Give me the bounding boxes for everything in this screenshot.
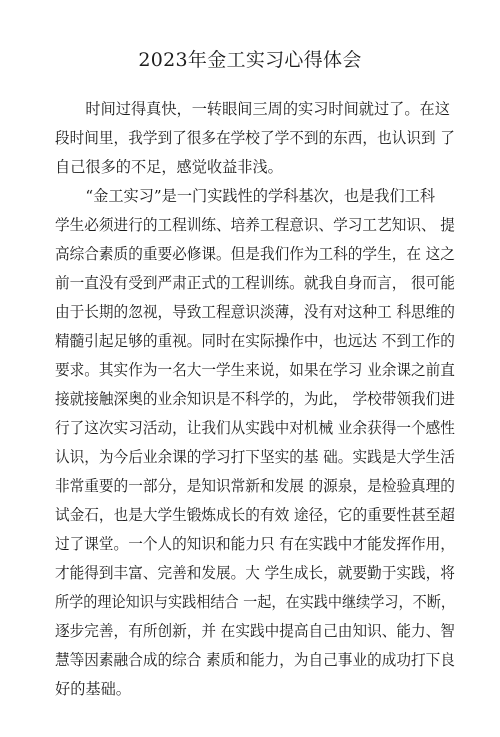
- body-line: 高综合素质的重要必修课。但是我们作为工科的学生，在 这之: [55, 245, 455, 263]
- body-line: 试金石，也是大学生锻炼成长的有效 途径，它的重要性甚至超: [55, 506, 455, 524]
- body-line: 精髓引起足够的重视。同时在实际操作中，也远达 不到工作的: [55, 332, 455, 350]
- body-line: 接就接触深奥的业余知识是不科学的，为此， 学校带领我们进: [55, 390, 455, 408]
- document-title: 2023年金工实习心得体会: [138, 49, 362, 71]
- body-line: 逐步完善，有所创新，并 在实践中提高自己由知识、能力、智: [55, 622, 455, 640]
- body-line: 自己很多的不足，感觉收益非浅。: [55, 158, 283, 176]
- body-line: 过了课堂。一个人的知识和能力只 有在实践中才能发挥作用，: [55, 535, 455, 553]
- body-line: 由于长期的忽视，导致工程意识淡薄，没有对这种工 科思维的: [55, 303, 455, 321]
- body-line: 所学的理论知识与实践相结合 一起，在实践中继续学习，不断，: [55, 593, 456, 611]
- body-line: 才能得到丰富、完善和发展。大 学生成长，就要勤于实践，将: [55, 564, 455, 582]
- body-line: 前一直没有受到严肃正式的工程训练。就我自身而言， 很可能: [55, 274, 455, 292]
- body-line: 段时间里，我学到了很多在学校了学不到的东西，也认识到 了: [55, 129, 455, 147]
- body-line: 要求。其实作为一名大一学生来说，如果在学习 业余课之前直: [55, 361, 455, 379]
- body-line: 时间过得真快，一转眼间三周的实习时间就过了。在这: [55, 100, 450, 118]
- body-line: 非常重要的一部分，是知识常新和发展 的源泉，是检验真理的: [55, 477, 455, 495]
- body-line: 认识，为今后业余课的学习打下坚实的基 础。实践是大学生活: [55, 448, 455, 466]
- body-line: 好的基础。: [55, 680, 131, 698]
- body-line: “金工实习”是一门实践性的学科基次，也是我们工科: [55, 187, 436, 205]
- body-line: 学生必须进行的工程训练、培养工程意识、学习工艺知识、 提: [55, 216, 455, 234]
- body-line: 行了这次实习活动，让我们从实践中对机械 业余获得一个感性: [55, 419, 455, 437]
- body-line: 慧等因素融合成的综合 素质和能力，为自己事业的成功打下良: [55, 651, 455, 669]
